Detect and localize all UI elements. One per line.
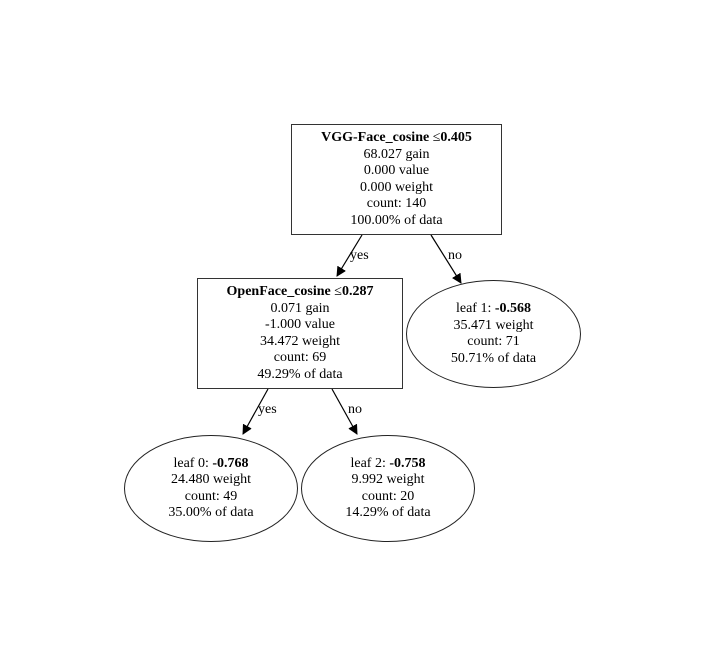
node-weight: 24.480 weight (170, 472, 252, 487)
leaf-node-1 (406, 280, 581, 388)
node-pct: 49.29% of data (257, 366, 343, 382)
node-pct: 14.29% of data (345, 505, 431, 520)
split-feature: OpenFace_cosine (226, 284, 331, 299)
split-feature: VGG-Face_cosine (321, 130, 430, 145)
split-condition (227, 284, 374, 301)
leaf-label: leaf 2: (350, 455, 390, 471)
node-pct: 100.00% of data (350, 212, 443, 228)
leaf-node-2 (301, 435, 475, 542)
leaf-title (350, 456, 425, 473)
split-node-openface (197, 278, 403, 389)
split-operator: ≤ (432, 130, 441, 145)
node-count: count: 71 (467, 334, 520, 349)
node-value: 0.000 value (363, 163, 430, 178)
leaf-label: leaf 0: (173, 455, 213, 471)
leaf-value: -0.758 (389, 455, 426, 471)
split-node-root (291, 124, 502, 235)
node-weight: 35.471 weight (453, 317, 534, 333)
edge-label-split2-yes: yes (258, 402, 277, 417)
split-operator: ≤ (334, 284, 342, 299)
leaf-node-0 (124, 435, 298, 542)
leaf-label: leaf 1: (455, 301, 495, 316)
split-threshold: 0.287 (341, 284, 374, 299)
leaf-value: -0.568 (494, 301, 532, 316)
node-weight: 0.000 weight (359, 179, 434, 195)
leaf-value: -0.768 (212, 455, 249, 471)
node-count: count: 49 (184, 488, 238, 504)
leaf-title (456, 301, 531, 318)
leaf-title (173, 456, 248, 473)
edge-label-root-yes: yes (350, 248, 369, 263)
node-count: count: 140 (366, 196, 427, 211)
split-threshold: 0.405 (440, 130, 472, 145)
edge-label-root-no: no (448, 248, 462, 263)
split-condition (321, 130, 472, 147)
node-count: count: 20 (361, 488, 415, 504)
node-pct: 50.71% of data (450, 350, 537, 366)
node-gain: 68.027 gain (363, 146, 430, 162)
edge-label-split2-no: no (348, 402, 362, 417)
node-weight: 34.472 weight (259, 333, 341, 349)
node-value: -1.000 value (265, 317, 335, 332)
node-gain: 0.071 gain (270, 300, 330, 316)
node-pct: 35.00% of data (168, 505, 254, 520)
node-count: count: 69 (273, 350, 327, 365)
node-weight: 9.992 weight (351, 472, 425, 487)
